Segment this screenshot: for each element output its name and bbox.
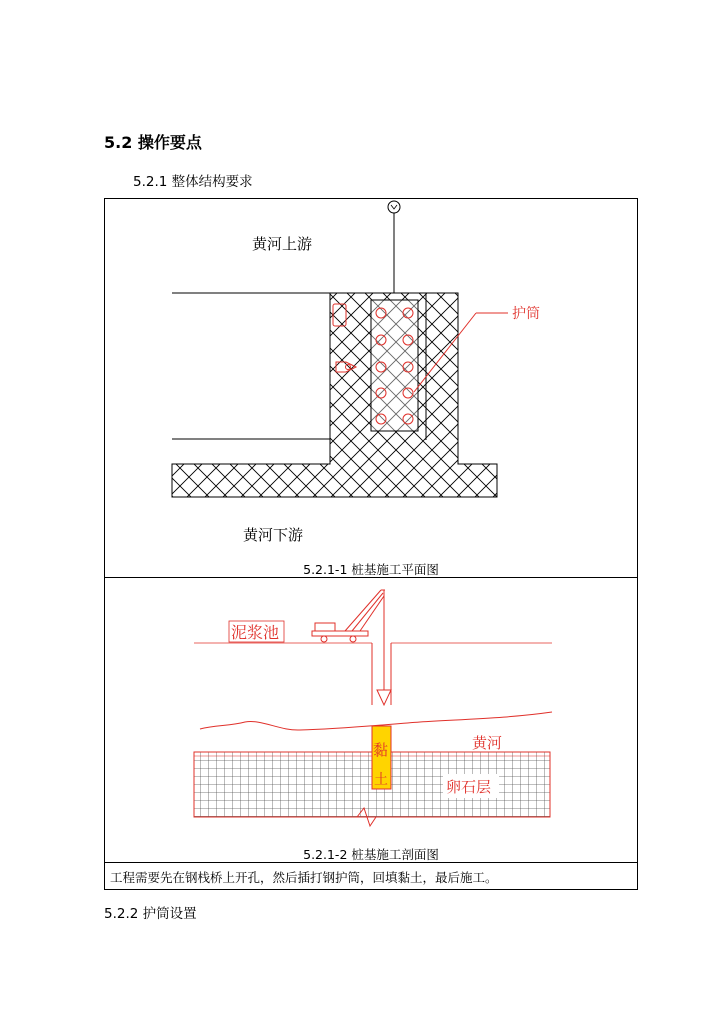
- upstream-label: 黄河上游: [252, 235, 313, 253]
- figure-caption: 5.2.1-1 桩基施工平面图: [303, 562, 439, 577]
- gravel-label: 卵石层: [446, 778, 492, 796]
- figure-caption: 5.2.1-2 桩基施工剖面图: [303, 847, 439, 862]
- clay-label: 土: [374, 772, 388, 788]
- subsection-title: 5.2.2 护筒设置: [104, 906, 197, 922]
- crane-icon: [312, 590, 391, 705]
- mud-pit-label: 泥浆池: [231, 623, 280, 642]
- clay-label: 黏: [373, 741, 389, 759]
- north-arrow-icon: [388, 201, 400, 213]
- casing-label: 护筒: [512, 306, 540, 322]
- section-heading: 5.2 操作要点: [104, 133, 202, 152]
- subsection-title: 5.2.1 整体结构要求: [133, 174, 253, 190]
- construction-note: 工程需要先在钢栈桥上开孔，然后插打钢护筒，回填黏土，最后施工。: [110, 870, 498, 885]
- plan-drawing: [172, 201, 508, 497]
- yellow-river-label: 黄河: [472, 734, 503, 752]
- downstream-label: 黄河下游: [243, 526, 304, 544]
- trestle-platform: [172, 293, 497, 497]
